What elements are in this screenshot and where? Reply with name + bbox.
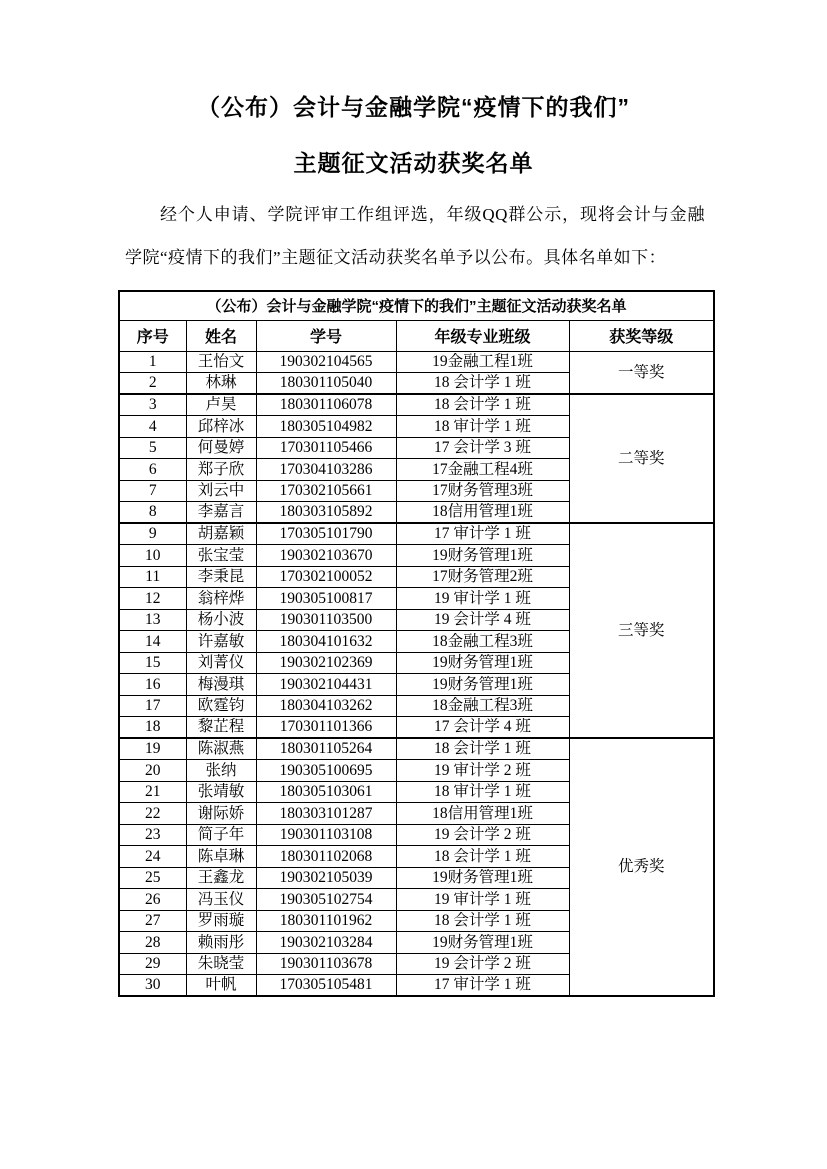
student-name: 黎芷程 xyxy=(186,717,256,739)
col-header-class: 年级专业班级 xyxy=(396,320,569,351)
student-id: 190302102369 xyxy=(256,652,396,674)
table-row xyxy=(119,523,714,545)
student-name: 陈淑燕 xyxy=(186,738,256,760)
row-number: 27 xyxy=(119,910,186,932)
row-number: 29 xyxy=(119,953,186,975)
student-name: 许嘉敏 xyxy=(186,631,256,653)
student-name: 罗雨璇 xyxy=(186,910,256,932)
student-name: 林琳 xyxy=(186,373,256,395)
student-id: 170301101366 xyxy=(256,717,396,739)
student-id: 180304101632 xyxy=(256,631,396,653)
table-title: （公布）会计与金融学院“疫情下的我们”主题征文活动获奖名单 xyxy=(119,291,714,320)
student-name: 冯玉仪 xyxy=(186,889,256,911)
table-header-row xyxy=(119,320,714,351)
class-name: 17财务管理3班 xyxy=(396,480,569,502)
student-id: 180301106078 xyxy=(256,394,396,416)
student-name: 邱梓冰 xyxy=(186,416,256,438)
award-level: 三等奖 xyxy=(569,523,714,738)
row-number: 7 xyxy=(119,480,186,502)
student-id: 180303101287 xyxy=(256,803,396,825)
class-name: 18金融工程3班 xyxy=(396,631,569,653)
student-name: 李嘉言 xyxy=(186,502,256,524)
award-level: 优秀奖 xyxy=(569,738,714,996)
class-name: 18 会计学 1 班 xyxy=(396,738,569,760)
class-name: 19 审计学 1 班 xyxy=(396,889,569,911)
row-number: 18 xyxy=(119,717,186,739)
table-row xyxy=(119,351,714,373)
student-name: 谢际娇 xyxy=(186,803,256,825)
student-id: 170302100052 xyxy=(256,566,396,588)
student-id: 190302104431 xyxy=(256,674,396,696)
row-number: 8 xyxy=(119,502,186,524)
document-title-line1: （公布）会计与金融学院“疫情下的我们” xyxy=(197,94,630,120)
class-name: 18 会计学 1 班 xyxy=(396,846,569,868)
row-number: 20 xyxy=(119,760,186,782)
student-id: 190301103108 xyxy=(256,824,396,846)
class-name: 19财务管理1班 xyxy=(396,867,569,889)
row-number: 1 xyxy=(119,351,186,373)
student-name: 胡嘉颖 xyxy=(186,523,256,545)
student-id: 170304103286 xyxy=(256,459,396,481)
class-name: 19金融工程1班 xyxy=(396,351,569,373)
col-header-student-id: 学号 xyxy=(256,320,396,351)
class-name: 17 审计学 1 班 xyxy=(396,975,569,997)
student-name: 卢昊 xyxy=(186,394,256,416)
student-id: 180304103262 xyxy=(256,695,396,717)
student-name: 郑子欣 xyxy=(186,459,256,481)
row-number: 4 xyxy=(119,416,186,438)
row-number: 26 xyxy=(119,889,186,911)
student-id: 190305100817 xyxy=(256,588,396,610)
row-number: 5 xyxy=(119,437,186,459)
class-name: 17 会计学 3 班 xyxy=(396,437,569,459)
student-name: 欧霆钧 xyxy=(186,695,256,717)
class-name: 17金融工程4班 xyxy=(396,459,569,481)
student-name: 杨小波 xyxy=(186,609,256,631)
col-header-name: 姓名 xyxy=(186,320,256,351)
class-name: 19财务管理1班 xyxy=(396,652,569,674)
student-name: 刘云中 xyxy=(186,480,256,502)
student-id: 180301102068 xyxy=(256,846,396,868)
student-name: 赖雨彤 xyxy=(186,932,256,954)
student-id: 170305101790 xyxy=(256,523,396,545)
class-name: 17财务管理2班 xyxy=(396,566,569,588)
row-number: 30 xyxy=(119,975,186,997)
student-id: 190302103284 xyxy=(256,932,396,954)
student-id: 180301105040 xyxy=(256,373,396,395)
student-name: 简子年 xyxy=(186,824,256,846)
student-name: 何曼婷 xyxy=(186,437,256,459)
class-name: 19财务管理1班 xyxy=(396,932,569,954)
row-number: 9 xyxy=(119,523,186,545)
row-number: 6 xyxy=(119,459,186,481)
student-id: 170305105481 xyxy=(256,975,396,997)
class-name: 17 会计学 4 班 xyxy=(396,717,569,739)
row-number: 14 xyxy=(119,631,186,653)
student-id: 190301103678 xyxy=(256,953,396,975)
student-id: 180301101962 xyxy=(256,910,396,932)
row-number: 25 xyxy=(119,867,186,889)
award-table xyxy=(118,290,715,997)
class-name: 18信用管理1班 xyxy=(396,502,569,524)
student-id: 190302103670 xyxy=(256,545,396,567)
col-header-award: 获奖等级 xyxy=(569,320,714,351)
row-number: 3 xyxy=(119,394,186,416)
class-name: 19 审计学 1 班 xyxy=(396,588,569,610)
student-name: 翁梓烨 xyxy=(186,588,256,610)
row-number: 16 xyxy=(119,674,186,696)
table-title-row xyxy=(119,291,714,320)
intro-paragraph: 经个人申请、学院评审工作组评选，年级QQ群公示，现将会计与金融学院“疫情下的我们”主题征文活动获奖名单予以公布。具体名单如下： xyxy=(125,205,705,267)
student-name: 叶帆 xyxy=(186,975,256,997)
student-name: 陈卓琳 xyxy=(186,846,256,868)
col-header-number: 序号 xyxy=(119,320,186,351)
class-name: 18金融工程3班 xyxy=(396,695,569,717)
student-id: 170301105466 xyxy=(256,437,396,459)
class-name: 19财务管理1班 xyxy=(396,545,569,567)
row-number: 11 xyxy=(119,566,186,588)
class-name: 18 会计学 1 班 xyxy=(396,910,569,932)
row-number: 28 xyxy=(119,932,186,954)
row-number: 17 xyxy=(119,695,186,717)
student-name: 李秉昆 xyxy=(186,566,256,588)
row-number: 19 xyxy=(119,738,186,760)
student-name: 王怡文 xyxy=(186,351,256,373)
student-name: 刘菁仪 xyxy=(186,652,256,674)
row-number: 2 xyxy=(119,373,186,395)
award-level: 一等奖 xyxy=(569,351,714,394)
student-name: 朱晓莹 xyxy=(186,953,256,975)
row-number: 24 xyxy=(119,846,186,868)
class-name: 19 会计学 2 班 xyxy=(396,824,569,846)
class-name: 19 审计学 2 班 xyxy=(396,760,569,782)
student-id: 190302104565 xyxy=(256,351,396,373)
row-number: 23 xyxy=(119,824,186,846)
row-number: 22 xyxy=(119,803,186,825)
class-name: 19 会计学 2 班 xyxy=(396,953,569,975)
student-id: 190305100695 xyxy=(256,760,396,782)
student-id: 190301103500 xyxy=(256,609,396,631)
student-id: 180301105264 xyxy=(256,738,396,760)
student-name: 张宝莹 xyxy=(186,545,256,567)
class-name: 18 会计学 1 班 xyxy=(396,394,569,416)
class-name: 19财务管理1班 xyxy=(396,674,569,696)
student-name: 王鑫龙 xyxy=(186,867,256,889)
student-name: 张纳 xyxy=(186,760,256,782)
student-id: 180305103061 xyxy=(256,781,396,803)
row-number: 12 xyxy=(119,588,186,610)
document-title-line2: 主题征文活动获奖名单 xyxy=(293,150,534,176)
class-name: 19 会计学 4 班 xyxy=(396,609,569,631)
student-id: 180305104982 xyxy=(256,416,396,438)
award-level: 二等奖 xyxy=(569,394,714,523)
class-name: 18 审计学 1 班 xyxy=(396,416,569,438)
student-name: 张靖敏 xyxy=(186,781,256,803)
row-number: 21 xyxy=(119,781,186,803)
table-row xyxy=(119,394,714,416)
class-name: 18 会计学 1 班 xyxy=(396,373,569,395)
student-id: 190302105039 xyxy=(256,867,396,889)
table-row xyxy=(119,738,714,760)
row-number: 13 xyxy=(119,609,186,631)
row-number: 15 xyxy=(119,652,186,674)
student-id: 190305102754 xyxy=(256,889,396,911)
class-name: 18 审计学 1 班 xyxy=(396,781,569,803)
student-id: 180303105892 xyxy=(256,502,396,524)
class-name: 18信用管理1班 xyxy=(396,803,569,825)
student-id: 170302105661 xyxy=(256,480,396,502)
class-name: 17 审计学 1 班 xyxy=(396,523,569,545)
row-number: 10 xyxy=(119,545,186,567)
table-body xyxy=(119,351,714,996)
student-name: 梅漫琪 xyxy=(186,674,256,696)
